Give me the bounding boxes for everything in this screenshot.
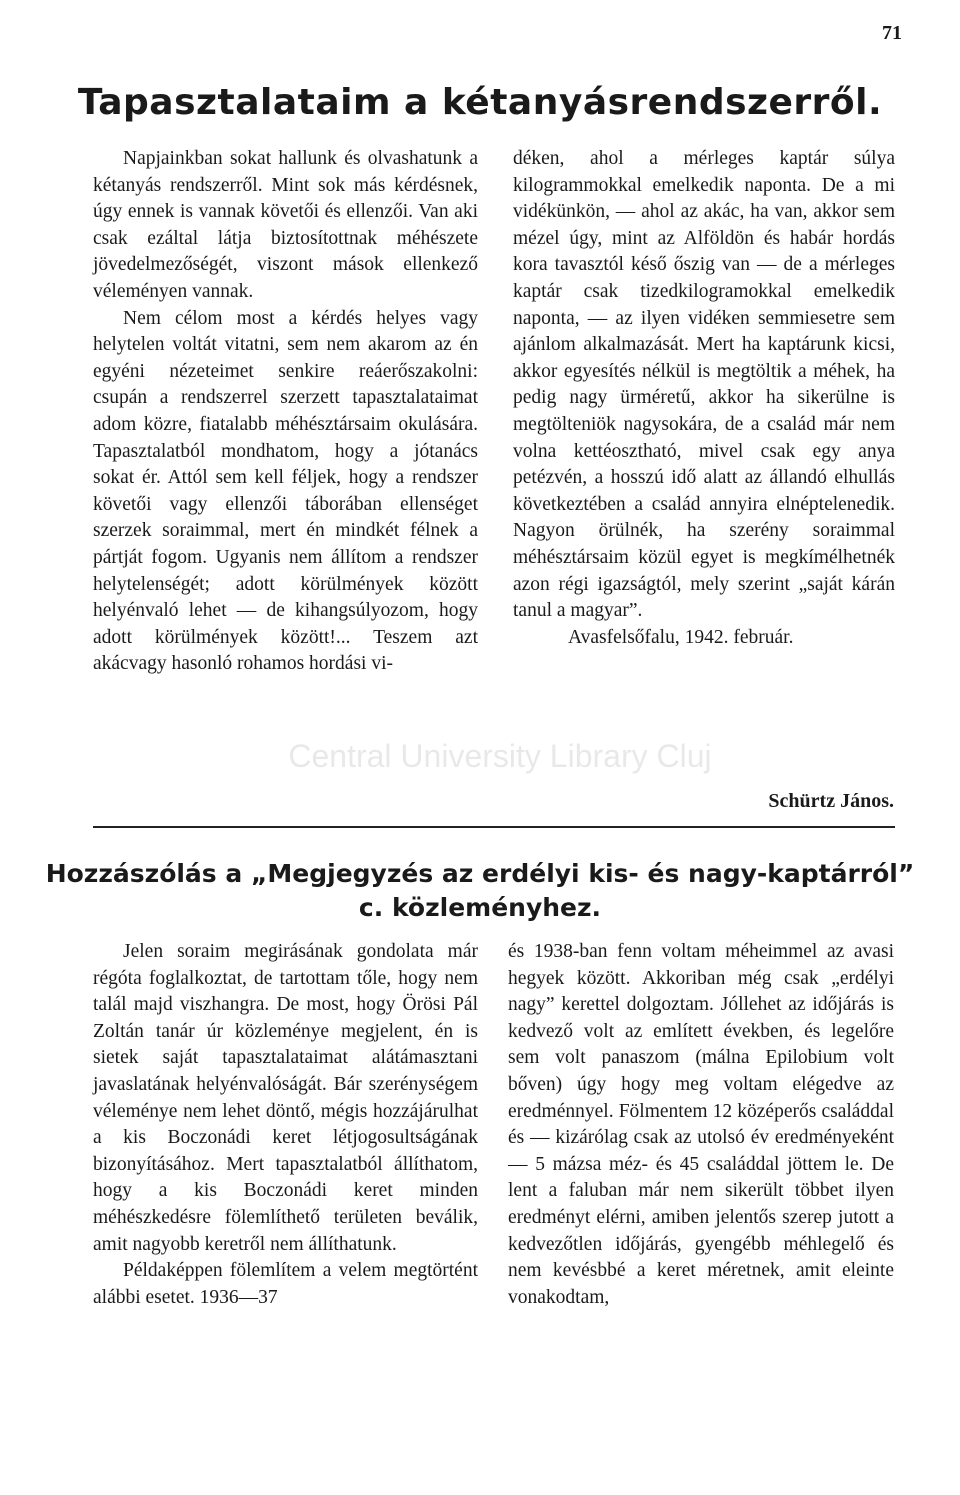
article2-column-left [93, 939, 478, 1311]
paragraph: Példaképpen fölemlítem a velem megtörtént alábbi esetet. 1936—37 [93, 1260, 478, 1308]
article2-title-line1: Hozzászólás a „Megjegyzés az erdélyi kis- és nagy-kaptárról” [45, 859, 915, 888]
paragraph: Jelen soraim megirásának gondolata már régóta foglalkoztat, de tartottam tőle, hogy nem talál majd viszhangra. De most, hogy Örösi Pál Zoltán tanár úr közleménye megjelent, én is sietek saját tapasztalataimat alátámasztani javaslatának helyénvalóságát. Bár szerénységem véleménye nem lehet döntő, mégis hozzájárulhat a kis Boczonádi keret létjogosultságának bizonyításához. Mert tapasztalatból állíthatom, hogy a kis Boczonádi keret minden méhészkedésre fölemlíthető területen beválik, amit nagyobb keretről nem állíthatunk. [93, 941, 478, 1255]
paragraph: és 1938-ban fenn voltam méheimmel az avasi hegyek között. Akkoriban még csak „erdélyi nagy” kerettel dolgoztam. Jóllehet az időjárás is kedvező volt az említett években, és legelőre sem volt panaszom (málna Epilobium volt bőven) úgy hogy meg voltam elégedve az eredménnyel. Fölmentem 12 középerős családdal és — kizárólag csak az utolsó év eredményeként — 5 mázsa méz- és 45 családdal jöttem le. De lent a faluban már nem sikerült többet ilyen eredményt elérni, amiben jelentős szerep jutott a kedvezőtlen időjárás, gyengébb méhlegelő és nem kevésbbé a keret méretnek, amit eleinte vonakodtam, [508, 941, 894, 1308]
article2-column-right [508, 939, 894, 1311]
paragraph: déken, ahol a mérleges kaptár súlya kilogrammokkal emelkedik naponta. De a mi vidékünkön, — ahol az akác, ha van, akkor sem mézel úgy, mint az Alföldön és habár hordás kora tavasztól késő őszig van — de a mérleges kaptár csak tizedkilogramokkal emelkedik naponta, — az ilyen vidéken semmiesetre sem ajánlom alkalmazását. Mert ha kaptárunk kicsi, akkor egyesítés nélkül is megtöltik a méhek, ha pedig nagy ürméretű, akkor ha sikerülne is megtölteniök nagysokára, de a család már nem volna kettéosztható, mivel csak egy anya petézvén, a hosszú idő alatt az állandó elhullás következtében a család annyira elnéptelenedik. Nagyon örülnék, ha szerény soraimmal méhésztársaim közül egyet is megkímélhetnék azon régi igazságtól, mely szerint „saját kárán tanul a magyar”. [513, 148, 895, 622]
article2-title [0, 857, 960, 925]
paragraph: Napjainkban sokat hallunk és olvashatunk a kétanyás rendszerről. Mint sok más kérdésnek, úgy ennek is vannak követői és ellenzői. Van aki csak ezáltal látja biztosítottnak méhészete jövedelmezőségét, viszont mások ellenkező véleményen vannak. [93, 148, 478, 302]
section-divider [93, 826, 895, 828]
paragraph: Nem célom most a kérdés helyes vagy helytelen voltát vitatni, sem nem akarom az én egyéni nézeteimet senkire reáerőszakolni: csupán a rendszerrel szerzett tapasztalataimat adom közre, fiatalabb méhésztársaim okulására. Tapasztalatból mondhatom, hogy a jótanács sokat ér. Attól sem kell féljek, hogy a rendszer követői vagy ellenzői táborában ellenséget szerzek soraimmal, mert én mindkét félnek a pártját fogom. Ugyanis nem állítom a rendszer helytelenségét; adott körülmények között helyénvaló lehet — de kihangsúlyozom, hogy adott körülmények között!... Teszem azt akácvagy hasonló rohamos hordási vi- [93, 307, 478, 675]
author-signature: Schürtz János. [768, 790, 894, 812]
article-title: Tapasztalataim a kétanyásrendszerről. [77, 82, 883, 123]
place-date: Avasfelsőfalu, 1942. február. [568, 626, 794, 648]
article1-column-left [93, 146, 478, 678]
watermark: Central University Library Cluj [288, 738, 712, 774]
page-number: 71 [882, 22, 902, 44]
article2-title-line2: c. közleményhez. [358, 893, 602, 922]
article1-column-right [513, 146, 895, 651]
